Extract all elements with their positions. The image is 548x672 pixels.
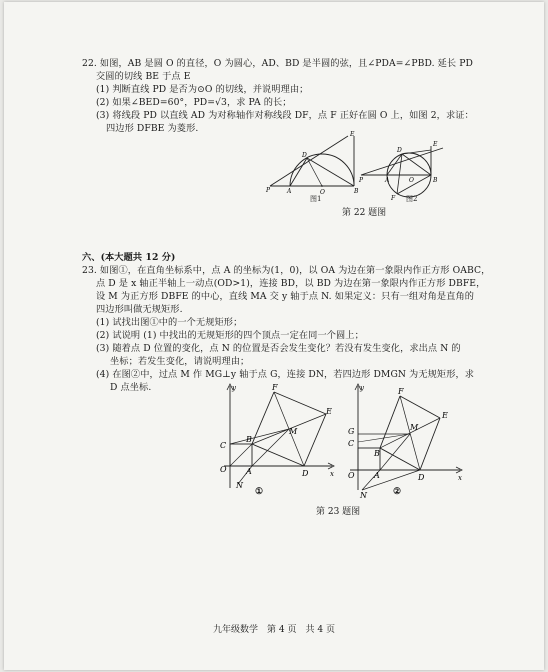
svg-text:F: F	[272, 383, 278, 392]
q22-sub3b: 四边形 DFBE 为菱形.	[106, 123, 199, 134]
svg-text:F: F	[391, 195, 396, 202]
q23-sub1: (1) 试找出图①中的一个无规矩形；	[96, 317, 243, 328]
q22-caption: 第 22 题图	[342, 208, 387, 218]
q23-line1: 23. 如图①，在直角坐标系中，点 A 的坐标为(1，0)，以 OA 为边在第一象限内作正方形 OABC，	[82, 265, 491, 276]
q23-sub2: (2) 试说明 (1) 中找出的无规矩形的四个顶点一定在同一个圆上；	[96, 330, 364, 341]
svg-text:O: O	[409, 177, 414, 184]
page-footer: 九年级数学 第 4 页 共 4 页	[213, 625, 335, 635]
svg-text:M: M	[410, 423, 419, 432]
svg-text:A: A	[374, 471, 380, 480]
q23-fig1-label: ①	[255, 487, 264, 497]
svg-text:D: D	[397, 147, 402, 154]
svg-text:D: D	[418, 473, 425, 482]
svg-text:O: O	[348, 471, 355, 480]
q23-caption: 第 23 题图	[316, 507, 361, 517]
svg-text:A: A	[246, 467, 252, 476]
q23-sub3a: (3) 随着点 D 位置的变化，点 N 的位置是否会发生变化？若没有发生变化，求出点 N 的	[96, 343, 461, 354]
q22-sub3a: (3) 将线段 PD 以直线 AD 为对称轴作对称线段 DF，点 F 正好在圆 O 上，如图 2，求证：	[96, 110, 474, 121]
svg-text:O: O	[320, 189, 325, 196]
svg-text:x: x	[330, 470, 334, 478]
q22-line2: 交圆的切线 BE 于点 E	[96, 71, 191, 82]
svg-text:y: y	[232, 384, 236, 392]
svg-text:P: P	[266, 187, 271, 194]
q23-sub4a: (4) 在图②中，过点 M 作 MG⊥y 轴于点 G，连接 DN，若四边形 DMGN 为无规矩形，求	[96, 369, 475, 380]
q23-line2: 点 D 是 x 轴正半轴上一动点(OD>1)，连接 BD，以 BD 为边在第一象限内作正方形 DBFE，	[96, 278, 486, 289]
svg-text:A: A	[287, 188, 292, 195]
svg-text:G: G	[348, 427, 355, 436]
svg-text:E: E	[433, 141, 438, 148]
svg-text:O: O	[220, 465, 227, 474]
svg-text:E: E	[350, 131, 355, 138]
q22-fig1-label: 图1	[310, 195, 322, 203]
q23-line3: 设 M 为正方形 DBFE 的中心，直线 MA 交 y 轴于点 N. 如果定义：只有一组对角是直角的	[96, 291, 475, 302]
svg-text:x: x	[458, 474, 462, 482]
q23-figure-1	[218, 382, 338, 500]
svg-text:B: B	[354, 188, 359, 195]
exam-page	[4, 2, 544, 670]
q22-sub1: (1) 判断直线 PD 是否为⊙O 的切线，并说明理由；	[96, 84, 309, 95]
q23-line4: 四边形叫做无规矩形.	[96, 304, 183, 315]
q22-line1: 22. 如图，AB 是圆 O 的直径，O 为圆心，AD、BD 是半圆的弦，且∠PDA=∠PBD. 延长 PD	[82, 58, 473, 69]
svg-text:B: B	[246, 435, 252, 444]
svg-text:N: N	[360, 491, 367, 500]
svg-text:B: B	[433, 177, 438, 184]
q22-fig2-label: 图2	[406, 195, 418, 203]
svg-text:D: D	[302, 152, 307, 159]
svg-text:C: C	[348, 439, 355, 448]
svg-text:y: y	[360, 384, 364, 392]
q23-figure-2	[342, 382, 462, 500]
svg-text:F: F	[398, 387, 404, 396]
svg-text:D: D	[302, 469, 309, 478]
q22-sub2: (2) 如果∠BED=60°，PD=√3，求 PA 的长；	[96, 97, 292, 108]
svg-text:N: N	[236, 481, 243, 490]
svg-text:A: A	[385, 177, 390, 184]
q23-fig2-label: ②	[393, 487, 402, 497]
svg-text:C: C	[220, 441, 227, 450]
section6-heading: 六、(本大题共 12 分)	[82, 252, 176, 263]
svg-text:M: M	[289, 427, 298, 436]
svg-text:B: B	[374, 449, 380, 458]
svg-text:E: E	[442, 411, 448, 420]
q23-sub3b: 坐标；若发生变化，请说明理由；	[110, 356, 250, 367]
svg-text:E: E	[326, 407, 332, 416]
svg-text:P: P	[359, 177, 364, 184]
q23-sub4b: D 点坐标.	[110, 382, 152, 393]
